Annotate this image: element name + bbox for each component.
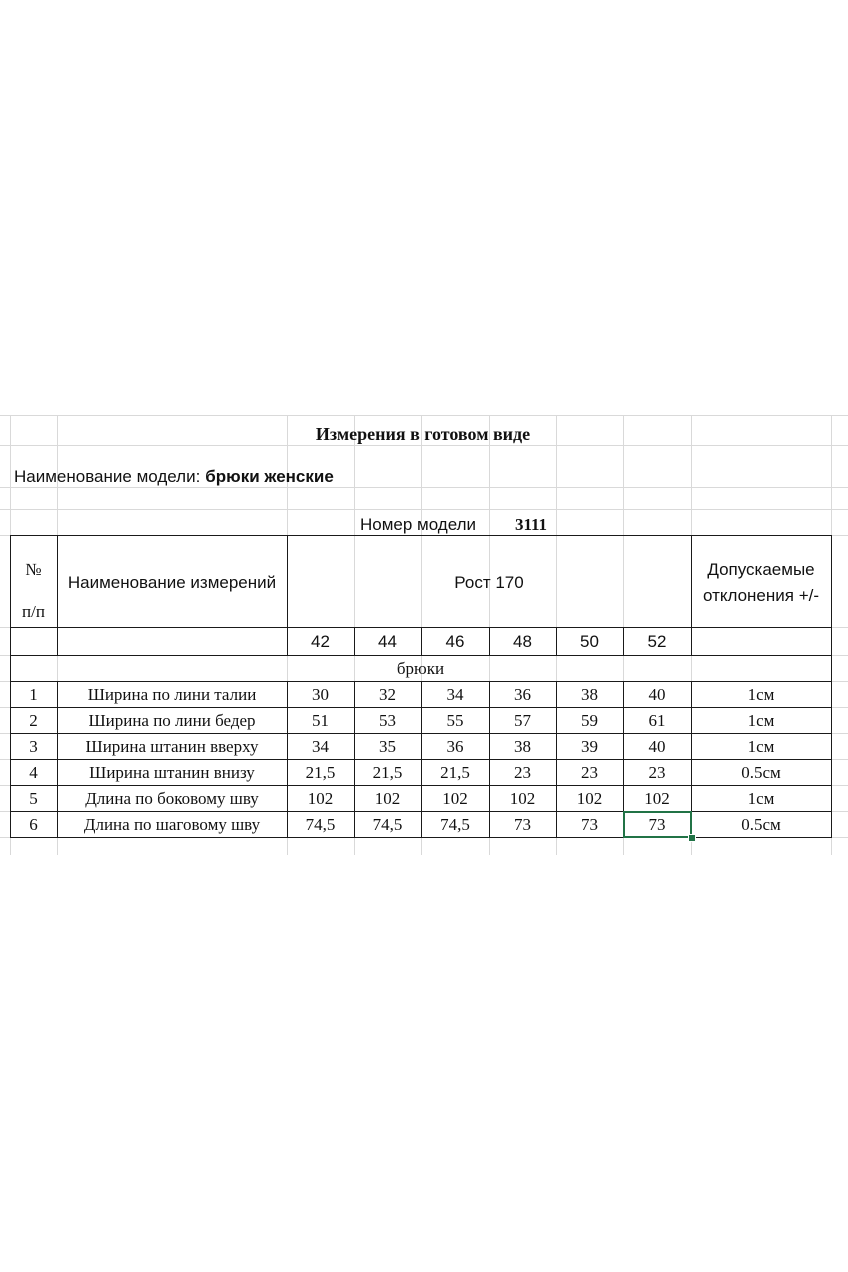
measurement-value-cell[interactable]: 59 xyxy=(581,710,598,730)
selected-cell[interactable] xyxy=(623,811,692,838)
border-horizontal xyxy=(10,535,832,536)
border-vertical xyxy=(57,535,58,655)
measurement-value-cell[interactable]: 21,5 xyxy=(372,762,403,782)
measurement-value-cell[interactable]: 53 xyxy=(379,710,396,730)
model-name-row xyxy=(14,465,414,487)
model-name-label: Наименование модели: xyxy=(14,466,201,486)
header-tolerance-line2: отклонения +/- xyxy=(702,585,820,605)
row-number-cell[interactable]: 6 xyxy=(29,814,38,834)
measurement-value-cell[interactable]: 55 xyxy=(446,710,464,730)
measurement-value-cell[interactable]: 102 xyxy=(307,788,334,808)
gridline-horizontal xyxy=(0,509,848,510)
measurement-value-cell[interactable]: 38 xyxy=(514,736,531,756)
measurement-value-cell[interactable]: 40 xyxy=(648,736,666,756)
measurement-value-cell[interactable]: 102 xyxy=(442,788,468,808)
size-header-cell: 48 xyxy=(513,631,532,651)
measurement-value-cell[interactable]: 73 xyxy=(648,814,666,834)
spreadsheet-table xyxy=(0,415,848,855)
measurement-value-cell[interactable]: 21,5 xyxy=(305,762,336,782)
size-header-cell: 44 xyxy=(378,631,397,651)
tolerance-cell[interactable]: 1см xyxy=(747,710,775,730)
border-horizontal xyxy=(10,837,832,838)
measurement-value-cell[interactable]: 35 xyxy=(379,736,396,756)
measurement-name-cell[interactable]: Длина по шаговому шву xyxy=(83,814,261,834)
measurement-value-cell[interactable]: 61 xyxy=(648,710,666,730)
measurement-value-cell[interactable]: 39 xyxy=(581,736,598,756)
measurement-value-cell[interactable]: 74,5 xyxy=(305,814,336,834)
measurement-value-cell[interactable]: 51 xyxy=(312,710,329,730)
model-number-label: Номер модели xyxy=(359,514,477,534)
measurement-name-cell[interactable]: Ширина по лини бедер xyxy=(88,710,256,730)
measurement-value-cell[interactable]: 21,5 xyxy=(440,762,470,782)
tolerance-cell[interactable]: 1см xyxy=(747,736,775,756)
row-number-cell[interactable]: 5 xyxy=(29,788,38,808)
measurement-value-cell[interactable]: 36 xyxy=(514,684,531,704)
measurement-name-cell[interactable]: Длина по боковому шву xyxy=(85,788,259,808)
tolerance-cell[interactable]: 1см xyxy=(747,788,775,808)
gridline-horizontal xyxy=(0,487,848,488)
measurement-value-cell[interactable]: 102 xyxy=(374,788,401,808)
header-measurement-name: Наименование измерений xyxy=(67,572,277,592)
measurement-value-cell[interactable]: 102 xyxy=(576,788,603,808)
header-height: Рост 170 xyxy=(454,572,524,592)
section-label: брюки xyxy=(396,658,445,678)
model-name-value: брюки женские xyxy=(205,466,334,486)
measurement-value-cell[interactable]: 32 xyxy=(379,684,396,704)
measurement-value-cell[interactable]: 40 xyxy=(648,684,666,704)
row-number-cell[interactable]: 1 xyxy=(29,684,38,704)
measurement-name-cell[interactable]: Ширина штанин вверху xyxy=(85,736,259,756)
header-num-symbol: № xyxy=(25,559,42,579)
measurement-name-cell[interactable]: Ширина по лини талии xyxy=(87,684,257,704)
fill-handle[interactable] xyxy=(688,834,696,842)
tolerance-cell[interactable]: 1см xyxy=(747,684,775,704)
size-header-cell: 52 xyxy=(647,631,667,651)
measurement-value-cell[interactable]: 74,5 xyxy=(440,814,470,834)
gridline-horizontal xyxy=(0,415,848,416)
page-title: Измерения в готовом виде xyxy=(315,424,531,444)
measurement-value-cell[interactable]: 102 xyxy=(509,788,536,808)
measurement-value-cell[interactable]: 23 xyxy=(648,762,666,782)
measurement-value-cell[interactable]: 34 xyxy=(312,736,329,756)
row-number-cell[interactable]: 3 xyxy=(29,736,38,756)
measurement-value-cell[interactable]: 74,5 xyxy=(372,814,403,834)
measurement-value-cell[interactable]: 23 xyxy=(581,762,598,782)
size-header-cell: 46 xyxy=(445,631,465,651)
measurement-name-cell[interactable]: Ширина штанин внизу xyxy=(89,762,255,782)
header-num-sub: п/п xyxy=(22,601,45,621)
measurement-value-cell[interactable]: 23 xyxy=(514,762,531,782)
measurement-value-cell[interactable]: 30 xyxy=(312,684,329,704)
measurement-value-cell[interactable]: 38 xyxy=(581,684,598,704)
measurement-value-cell[interactable]: 73 xyxy=(514,814,531,834)
row-number-cell[interactable]: 4 xyxy=(29,762,38,782)
size-header-cell: 50 xyxy=(580,631,599,651)
border-vertical xyxy=(831,535,832,838)
measurement-value-cell[interactable]: 36 xyxy=(446,736,464,756)
tolerance-cell[interactable]: 0.5см xyxy=(741,814,781,834)
measurement-value-cell[interactable]: 73 xyxy=(581,814,598,834)
measurement-value-cell[interactable]: 102 xyxy=(644,788,670,808)
measurement-value-cell[interactable]: 34 xyxy=(446,684,464,704)
header-tolerance-line1: Допускаемые xyxy=(707,559,815,579)
gridline-horizontal xyxy=(0,445,848,446)
tolerance-cell[interactable]: 0.5см xyxy=(741,762,781,782)
measurement-value-cell[interactable]: 57 xyxy=(514,710,531,730)
row-number-cell[interactable]: 2 xyxy=(29,710,38,730)
size-header-cell: 42 xyxy=(311,631,330,651)
model-number-value: 3111 xyxy=(514,514,548,534)
